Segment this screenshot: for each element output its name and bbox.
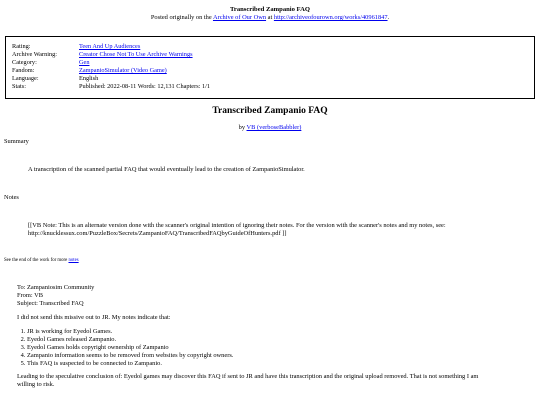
stats-value: Published: 2022-08-11 Words: 12,131 Chapters: 1/1 xyxy=(79,83,211,90)
posted-line xyxy=(0,14,540,22)
author-link[interactable]: VB (verboseBabbler) xyxy=(246,124,302,131)
category-link[interactable]: Gen xyxy=(79,59,90,66)
fandom-link[interactable]: ZampanioSimulator (Video Game) xyxy=(79,67,167,74)
end-note xyxy=(4,258,79,264)
period: . xyxy=(387,14,390,22)
meta-row-warning xyxy=(12,51,193,59)
work-header xyxy=(0,6,540,22)
notes-heading: Notes xyxy=(4,194,19,201)
meta-row-fandom xyxy=(12,67,167,75)
language-value: English xyxy=(79,75,99,82)
meta-row-rating xyxy=(12,43,140,51)
list-item: 1. JR is working for Eyedol Games. xyxy=(27,328,417,336)
byline-prefix: by xyxy=(238,124,246,131)
work-title-header: Transcribed Zampanio FAQ xyxy=(230,6,310,13)
meta-row-language xyxy=(12,75,98,83)
letter-to: To: Zampaniosim Community xyxy=(17,284,95,291)
list-item: 4. Zampanio information seems to be removed from websites by copyright owners. xyxy=(27,352,417,360)
meta-label: Rating: xyxy=(12,43,31,50)
warning-link[interactable]: Creator Chose Not To Use Archive Warnings xyxy=(79,51,193,58)
conclusion-line-2: willing to risk. xyxy=(17,381,55,388)
summary-text: A transcription of the scanned partial FAQ that would eventually lead to the creation of ZampanioSimulator. xyxy=(28,166,305,173)
meta-label: Category: xyxy=(12,59,37,66)
letter-from: From: VB xyxy=(17,292,43,299)
metadata-box xyxy=(5,36,535,99)
meta-label: Archive Warning: xyxy=(12,51,58,58)
reasons-list xyxy=(17,328,417,368)
page-title: Transcribed Zampanio FAQ xyxy=(212,106,328,116)
notes-line-1: [[VB Note: This is an alternate version done with the scanner's original intention of ignoring their notes. For the version with the scanner's notes and my notes, see: xyxy=(28,222,446,229)
at-text: at xyxy=(267,14,273,22)
letter-subject: Subject: Transcribed FAQ xyxy=(17,300,84,307)
rating-link[interactable]: Teen And Up Audiences xyxy=(79,43,141,50)
list-item: 5. This FAQ is suspected to be connected to Zampanio. xyxy=(27,360,417,368)
list-item: 3. Eyedol Games holds copyright ownership of Zampanio xyxy=(27,344,417,352)
meta-row-category xyxy=(12,59,90,67)
work-url-link[interactable]: http://archiveofourown.org/works/40961847 xyxy=(273,14,388,22)
end-note-prefix: See the end of the work for more xyxy=(4,258,68,263)
posted-prefix: Posted originally on the xyxy=(150,14,212,22)
end-notes-link[interactable]: notes xyxy=(68,258,79,263)
summary-heading: Summary xyxy=(4,138,29,145)
list-item: 2. Eyedol Games released Zampanio. xyxy=(27,336,417,344)
meta-row-stats xyxy=(12,83,210,91)
archive-link[interactable]: Archive of Our Own xyxy=(212,14,267,22)
letter-intro: I did not send this missive out to JR. My notes indicate that: xyxy=(17,314,171,321)
conclusion-line-1: Leading to the speculative conclusion of: Eyedol games may discover this FAQ if sent to JR and have this transcription and the original upload removed. That is not something I am xyxy=(17,373,479,380)
byline xyxy=(0,124,540,132)
meta-label: Stats: xyxy=(12,83,26,90)
meta-label: Fandom: xyxy=(12,67,35,74)
meta-label: Language: xyxy=(12,75,39,82)
notes-line-2: http://knucklessux.com/PuzzleBox/Secrets/ZampanioFAQ/TranscribedFAQbyGuideOfHunters.pdf ]] xyxy=(28,230,287,237)
